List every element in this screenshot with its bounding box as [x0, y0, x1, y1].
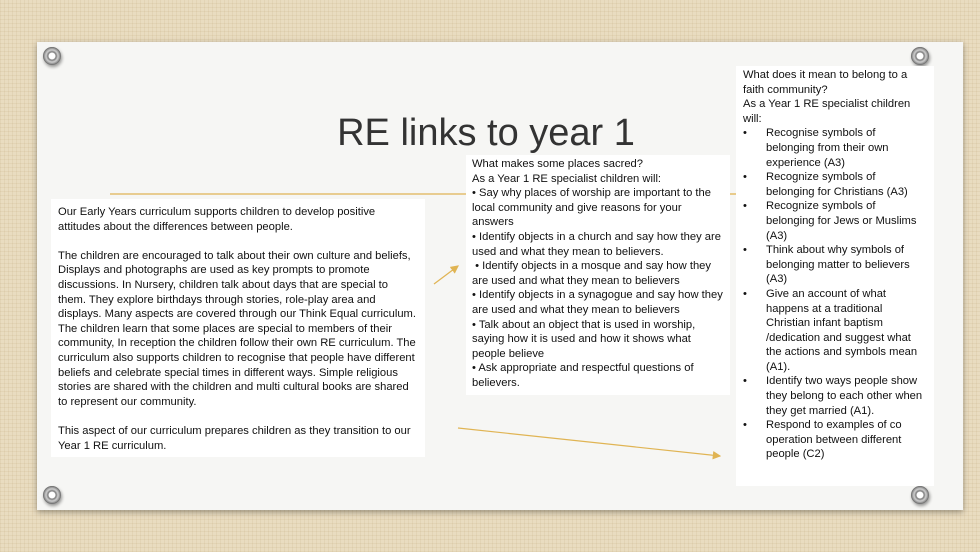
list-item: • Identify objects in a church and say how they are used and what they mean to believers. — [472, 230, 721, 258]
list-item: • Identify two ways people show they belong to each other when they get married (A1). — [743, 374, 927, 418]
box-question: What makes some places sacred? — [472, 158, 643, 170]
list-item: • Respond to examples of co operation between different people (C2) — [743, 418, 927, 462]
list-item: • Think about why symbols of belonging matter to believers (A3) — [743, 243, 927, 287]
list-item: • Recognise symbols of belonging from their own experience (A3) — [743, 126, 927, 170]
faith-community-text-box — [736, 66, 934, 486]
early-years-text-box — [51, 199, 425, 457]
list-item: • Identify objects in a mosque and say how they are used and what they mean to believers — [472, 260, 715, 287]
box-question: What does it mean to belong to a faith community? — [743, 69, 908, 96]
bullet-list — [743, 126, 927, 462]
list-item: • Talk about an object that is used in worship, saying how it is used and how it shows what people believe — [472, 318, 696, 360]
paragraph: This aspect of our curriculum prepares children as they transition to our Year 1 RE curriculum. — [58, 424, 411, 452]
list-item: • Ask appropriate and respectful questions of believers. — [472, 362, 694, 389]
list-item: • Recognize symbols of belonging for Christians (A3) — [743, 170, 927, 199]
arrow-to-middle — [434, 266, 458, 284]
box-intro: As a Year 1 RE specialist children will: — [472, 172, 662, 185]
list-item: • Recognize symbols of belonging for Jews or Muslims (A3) — [743, 199, 927, 243]
paragraph: The children learn that some places are special to members of their community, In reception the children follow their own RE curriculum. The curriculum also supports children to recognise that people have different beliefs and celebrate special times in different ways. Simple religious stories are shared with the children and multi cultural books are shared to represent our community. — [58, 322, 416, 408]
page-title: RE links to year 1 — [337, 112, 635, 154]
list-item: • Identify objects in a synagogue and say how they are used and what they mean to believers — [472, 289, 723, 316]
paragraph: Our Early Years curriculum supports children to develop positive attitudes about the differences between people. — [58, 206, 376, 233]
list-item: • Say why places of worship are important to the local community and give reasons for your answers — [472, 187, 711, 229]
arrow-to-right — [458, 428, 720, 456]
paragraph: The children are encouraged to talk about their own culture and beliefs, Displays and photographs are used as key prompts to promote discussions. In Nursery, children talk about days that are special to them. They explore birthdays through stories, role-play area and displays. Many aspects are covered through our Think Equal curriculum. — [58, 249, 416, 321]
box-intro: As a Year 1 RE specialist children will: — [743, 98, 911, 125]
list-item: • Give an account of what happens at a traditional Christian infant baptism /dedication and suggest what the actions and symbols mean (A1). — [743, 287, 927, 375]
sacred-places-text-box — [466, 155, 730, 395]
